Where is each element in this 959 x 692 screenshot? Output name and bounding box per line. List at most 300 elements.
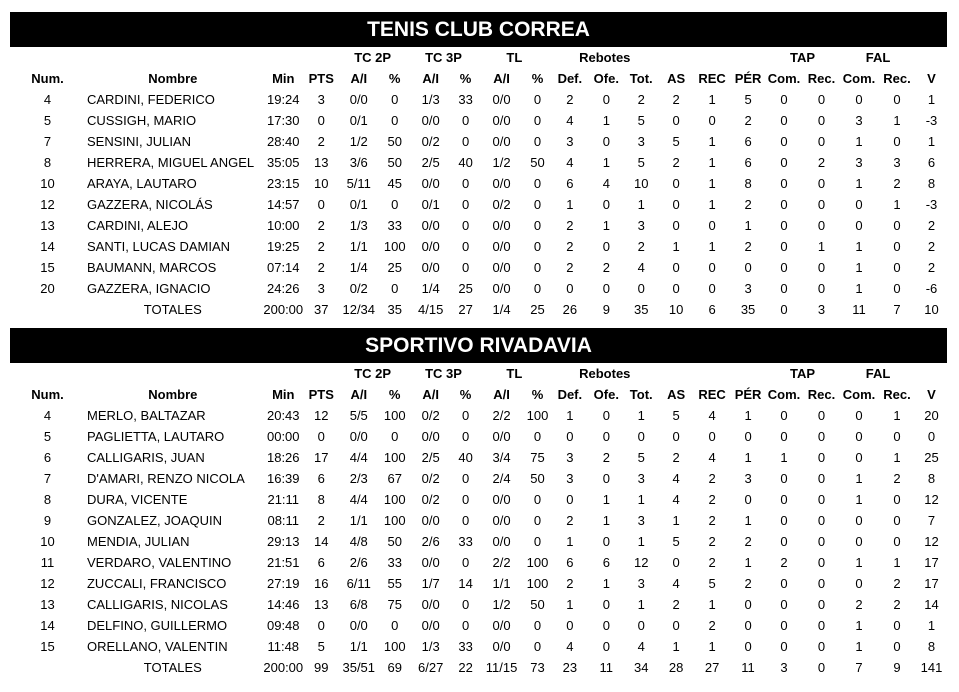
stat-cell: 1/4	[349, 260, 368, 275]
stat-cell: 0	[780, 92, 788, 107]
stat-cell: 8	[744, 176, 752, 191]
stat-cell: 33	[458, 639, 473, 654]
total-cell: 35	[634, 302, 649, 317]
stat-cell: 2	[602, 260, 610, 275]
column-header: Nombre	[148, 71, 198, 86]
stat-cell: 0	[780, 429, 788, 444]
player-name: GAZZERA, NICOLÁS	[86, 197, 213, 212]
stat-cell: 19:24	[266, 92, 300, 107]
stat-cell: 100	[383, 639, 406, 654]
stat-cell: 6	[744, 155, 752, 170]
stat-cell: 50	[387, 155, 402, 170]
stat-cell: 0	[817, 555, 826, 570]
stat-cell: 5	[708, 576, 716, 591]
stat-cell: 0	[566, 618, 574, 633]
stat-cell: 8	[43, 492, 52, 507]
stat-cell: 2	[672, 92, 680, 107]
stat-cell: 0	[893, 134, 901, 149]
stat-cell: 29:13	[266, 534, 300, 549]
stat-cell: 1/2	[492, 155, 511, 170]
stat-cell: 3	[744, 281, 752, 296]
stat-cell: 14	[40, 618, 55, 633]
stat-cell: 0	[855, 534, 863, 549]
stat-cell: 1	[672, 513, 680, 528]
stat-cell: 5	[672, 408, 680, 423]
stat-cell: 0	[533, 134, 542, 149]
group-header-rebotes: Rebotes	[579, 366, 631, 381]
player-name: GONZALEZ, JOAQUIN	[86, 513, 223, 528]
column-header: V	[927, 71, 936, 86]
stat-cell: 3	[566, 134, 574, 149]
stat-cell: 2/3	[349, 471, 368, 486]
stat-cell: 12	[924, 492, 939, 507]
stat-cell: 1/2	[492, 597, 511, 612]
stat-cell: 0	[817, 218, 826, 233]
total-cell: 35/51	[342, 660, 376, 675]
stat-cell: 0/0	[492, 513, 511, 528]
stat-cell: 0/0	[421, 239, 440, 254]
stat-cell: 0	[817, 618, 826, 633]
stat-cell: 3	[855, 155, 863, 170]
stat-cell: 1	[927, 618, 936, 633]
stat-cell: 1	[855, 639, 863, 654]
player-row	[10, 257, 947, 278]
stat-cell: 50	[387, 134, 402, 149]
group-header-fal: FAL	[865, 366, 891, 381]
total-cell: 12/34	[342, 302, 376, 317]
stat-cell: 100	[383, 492, 406, 507]
stat-cell: 0	[817, 260, 826, 275]
stat-cell: 100	[383, 239, 406, 254]
stat-cell: 100	[383, 513, 406, 528]
total-cell: 26	[562, 302, 578, 317]
stat-cell: 11:48	[267, 639, 300, 654]
stat-cell: 0	[317, 113, 325, 128]
stat-cell: 0/0	[492, 639, 511, 654]
column-header: Com.	[842, 387, 876, 402]
column-header: Def.	[557, 387, 583, 402]
stat-cell: 0	[780, 113, 788, 128]
stat-cell: 1/1	[349, 513, 368, 528]
stat-cell: 1	[566, 197, 574, 212]
player-row	[10, 152, 947, 173]
stat-cell: 1	[855, 260, 863, 275]
column-header: %	[531, 71, 544, 86]
stat-cell: 08:11	[267, 513, 300, 528]
stat-cell: 0	[461, 218, 470, 233]
stat-cell: 0/1	[349, 197, 368, 212]
group-header-tc2p: TC 2P	[354, 50, 392, 65]
stat-cell: 12	[314, 408, 329, 423]
stat-cell: 1	[893, 197, 901, 212]
stat-cell: 1	[672, 239, 680, 254]
column-header: A/I	[350, 71, 368, 86]
stat-cell: 50	[530, 597, 545, 612]
stat-cell: 1	[637, 492, 645, 507]
stat-cell: 0	[780, 492, 788, 507]
stat-cell: 24:26	[266, 281, 300, 296]
stat-cell: 8	[317, 492, 325, 507]
stat-cell: 2	[672, 155, 680, 170]
column-header: PTS	[308, 71, 334, 86]
stat-cell: 0	[461, 471, 470, 486]
stat-cell: 3	[855, 113, 863, 128]
player-row	[10, 215, 947, 236]
stats-table	[10, 47, 947, 320]
stat-cell: 20	[924, 408, 939, 423]
stat-cell: 6	[43, 450, 52, 465]
team-title: TENIS CLUB CORREA	[10, 12, 947, 47]
total-cell: 11/15	[485, 660, 518, 675]
stat-cell: 17:30	[266, 113, 300, 128]
team-section-2	[10, 328, 947, 678]
stat-cell: 09:48	[266, 618, 300, 633]
stat-cell: 4	[43, 92, 52, 107]
stat-cell: 3	[637, 134, 645, 149]
column-header: REC	[698, 387, 726, 402]
group-header-blank	[659, 47, 765, 68]
stat-cell: 1/1	[492, 576, 511, 591]
stat-cell: 0	[744, 429, 752, 444]
stat-cell: 10:00	[266, 218, 300, 233]
stat-cell: 1/3	[421, 92, 440, 107]
column-header: Tot.	[629, 387, 653, 402]
stat-cell: 2	[708, 618, 716, 633]
totals-label: TOTALES	[143, 660, 202, 675]
stat-cell: 0	[533, 618, 542, 633]
stat-cell: 0	[744, 618, 752, 633]
player-row	[10, 236, 947, 257]
stat-cell: 0	[533, 429, 542, 444]
stat-cell: 2	[602, 450, 610, 465]
stat-cell: 3	[317, 92, 325, 107]
stat-cell: 5	[637, 155, 645, 170]
column-header: REC	[698, 71, 726, 86]
stat-cell: 33	[387, 555, 402, 570]
stat-cell: 3	[637, 218, 645, 233]
stat-cell: 0	[461, 618, 470, 633]
stat-cell: 0	[817, 513, 826, 528]
stat-cell: 3	[893, 155, 901, 170]
stat-cell: 1	[855, 555, 863, 570]
stat-cell: 5	[744, 92, 752, 107]
stat-cell: 15	[40, 639, 55, 654]
column-header: Rec.	[883, 71, 911, 86]
stat-cell: 1	[566, 408, 574, 423]
stat-cell: 17	[314, 450, 329, 465]
stat-cell: 40	[458, 155, 473, 170]
stat-cell: 67	[387, 471, 402, 486]
total-cell: 6	[708, 302, 716, 317]
stat-cell: 10	[314, 176, 329, 191]
stat-cell: 1	[855, 492, 863, 507]
stat-cell: 0	[893, 218, 901, 233]
stat-cell: 1	[744, 555, 752, 570]
stat-cell: 0	[602, 92, 610, 107]
column-header-row	[10, 68, 947, 89]
stat-cell: 5/5	[349, 408, 368, 423]
stat-cell: 17	[924, 576, 939, 591]
stat-cell: 5	[43, 113, 52, 128]
stat-cell: 0	[461, 429, 470, 444]
column-header: %	[459, 71, 472, 86]
stat-cell: 0	[602, 239, 610, 254]
stat-cell: 1	[927, 134, 936, 149]
stat-cell: 0	[566, 492, 574, 507]
column-header: Num.	[31, 71, 64, 86]
stat-cell: 4	[708, 408, 716, 423]
stat-cell: 1	[817, 239, 826, 254]
stat-cell: 2	[708, 555, 716, 570]
stat-cell: 4	[602, 176, 610, 191]
stat-cell: 0/2	[421, 408, 440, 423]
stat-cell: 0	[817, 597, 826, 612]
stat-cell: 1	[744, 513, 752, 528]
stat-cell: 0/0	[492, 92, 511, 107]
player-row	[10, 110, 947, 131]
stat-cell: 1	[708, 155, 716, 170]
total-cell: 3	[780, 660, 788, 675]
total-cell: 7	[893, 302, 901, 317]
column-header: Ofe.	[593, 387, 619, 402]
stat-cell: 0/0	[421, 618, 440, 633]
stat-cell: 5	[637, 113, 645, 128]
stat-cell: 0	[855, 450, 863, 465]
total-cell: 28	[668, 660, 684, 675]
stat-cell: 0	[602, 597, 610, 612]
total-cell	[10, 657, 85, 678]
stat-cell: 1/7	[421, 576, 440, 591]
stat-cell: 4/8	[349, 534, 368, 549]
stat-cell: 0/0	[349, 618, 368, 633]
total-cell: 7	[855, 660, 863, 675]
player-name: GAZZERA, IGNACIO	[86, 281, 211, 296]
stat-cell: 0	[317, 618, 325, 633]
column-header: A/I	[422, 71, 439, 86]
stat-cell: 0	[817, 113, 826, 128]
stat-cell: 5	[43, 429, 52, 444]
stat-cell: 0	[602, 281, 610, 296]
stat-cell: 0	[461, 113, 470, 128]
stat-cell: 0	[602, 429, 610, 444]
stat-cell: 0/0	[421, 513, 440, 528]
stat-cell: 1/3	[421, 639, 440, 654]
stat-cell: 1	[708, 197, 716, 212]
column-header: Rec.	[807, 71, 836, 86]
stat-cell: 17	[924, 555, 939, 570]
stat-cell: 0	[893, 492, 901, 507]
stat-cell: 0/1	[421, 197, 440, 212]
stat-cell: 0	[566, 281, 574, 296]
stat-cell: 0/0	[492, 260, 511, 275]
stat-cell: 1	[637, 597, 645, 612]
stat-cell: 8	[927, 176, 936, 191]
group-header-tc3p: TC 3P	[425, 50, 462, 65]
stat-cell: 00:00	[266, 429, 300, 444]
stat-cell: 0	[817, 576, 826, 591]
stat-cell: 2/2	[492, 555, 511, 570]
stat-cell: 6/8	[349, 597, 368, 612]
stat-cell: 0/0	[492, 239, 511, 254]
stat-cell: 100	[526, 408, 549, 423]
stat-cell: 0	[602, 134, 610, 149]
total-cell	[10, 299, 85, 320]
stat-cell: 0	[780, 618, 788, 633]
player-name: ORELLANO, VALENTIN	[86, 639, 228, 654]
stat-cell: 0	[744, 492, 752, 507]
stat-cell: 0	[672, 618, 680, 633]
player-row	[10, 173, 947, 194]
stat-cell: 1	[602, 492, 610, 507]
column-header: Def.	[557, 71, 583, 86]
stat-cell: 2	[817, 155, 826, 170]
stat-cell: 0	[533, 639, 542, 654]
stat-cell: 0	[780, 176, 788, 191]
column-header: Num.	[31, 387, 64, 402]
total-cell: 69	[387, 660, 402, 675]
player-row	[10, 573, 947, 594]
stat-cell: 2	[317, 239, 325, 254]
column-header-row	[10, 384, 947, 405]
stat-cell: 0	[708, 113, 716, 128]
stat-cell: 0	[602, 471, 610, 486]
stat-cell: 0/0	[492, 218, 511, 233]
stat-cell: 23:15	[266, 176, 300, 191]
total-cell: 9	[602, 302, 610, 317]
stat-cell: 0	[602, 197, 610, 212]
stat-cell: 3	[637, 513, 645, 528]
player-name: DELFINO, GUILLERMO	[86, 618, 228, 633]
group-header-blank	[916, 47, 947, 68]
player-name: MENDIA, JULIAN	[86, 534, 190, 549]
stat-cell: 2	[855, 597, 863, 612]
stat-cell: 0	[637, 281, 645, 296]
stat-cell: 21:51	[266, 555, 300, 570]
stat-cell: 2	[317, 513, 325, 528]
stat-cell: 2	[566, 92, 574, 107]
column-header: A/I	[422, 387, 439, 402]
stat-cell: 1	[602, 155, 610, 170]
column-header: AS	[667, 71, 686, 86]
stat-cell: 6/11	[346, 576, 371, 591]
player-name: D'AMARI, RENZO NICOLA	[86, 471, 245, 486]
stat-cell: 0/2	[421, 134, 440, 149]
player-name: BAUMANN, MARCOS	[86, 260, 217, 275]
stat-cell: 4	[566, 155, 574, 170]
stat-cell: 14	[924, 597, 939, 612]
stat-cell: 0/0	[421, 597, 440, 612]
column-header: %	[459, 387, 472, 402]
stat-cell: 10	[40, 176, 55, 191]
stat-cell: 55	[387, 576, 402, 591]
stat-cell: 8	[927, 471, 936, 486]
stat-cell: 27:19	[266, 576, 300, 591]
column-header: Min	[272, 71, 295, 86]
stat-cell: 3	[566, 471, 574, 486]
stat-cell: 0	[780, 639, 788, 654]
stat-cell: 100	[526, 576, 549, 591]
stat-cell: 4	[672, 576, 680, 591]
column-header: A/I	[493, 71, 510, 86]
player-row	[10, 552, 947, 573]
stat-cell: 1	[637, 197, 645, 212]
stat-cell: 1	[566, 597, 574, 612]
stat-cell: 0	[533, 534, 542, 549]
stat-cell: 0/0	[421, 260, 440, 275]
stat-cell: 2/6	[349, 555, 368, 570]
total-cell: 35	[387, 302, 402, 317]
stat-cell: 50	[530, 155, 545, 170]
stat-cell: 0	[602, 639, 610, 654]
stat-cell: 0	[602, 618, 610, 633]
stat-cell: 4/4	[349, 492, 368, 507]
column-header: V	[927, 387, 936, 402]
stat-cell: 0	[855, 429, 863, 444]
stat-cell: 4	[708, 450, 716, 465]
stat-cell: 5	[672, 534, 680, 549]
stat-cell: 15	[40, 260, 55, 275]
group-header-blank	[10, 363, 337, 384]
stat-cell: 2/5	[421, 155, 440, 170]
stat-cell: 2	[566, 239, 574, 254]
stat-cell: 0	[927, 429, 936, 444]
stat-cell: 6	[317, 555, 325, 570]
stat-cell: 1	[855, 471, 863, 486]
stat-cell: 0	[391, 92, 399, 107]
stat-cell: 12	[40, 197, 55, 212]
stat-cell: 4	[637, 260, 645, 275]
stat-cell: 2/4	[492, 471, 511, 486]
stat-cell: 0	[672, 197, 680, 212]
stat-cell: 1	[602, 113, 610, 128]
stat-cell: 50	[387, 534, 402, 549]
stat-cell: 1	[744, 408, 752, 423]
player-name: DURA, VICENTE	[86, 492, 188, 507]
player-row	[10, 426, 947, 447]
stat-cell: 2	[744, 113, 752, 128]
group-header-tc2p: TC 2P	[354, 366, 392, 381]
stat-cell: 1	[893, 450, 901, 465]
stat-cell: 0/1	[349, 113, 368, 128]
stat-cell: 0/0	[492, 429, 511, 444]
stat-cell: 12	[924, 534, 939, 549]
total-cell: 27	[458, 302, 473, 317]
stat-cell: 2	[744, 239, 752, 254]
stat-cell: 0	[817, 281, 826, 296]
stat-cell: 100	[383, 408, 406, 423]
stat-cell: 0	[533, 239, 542, 254]
stat-cell: 07:14	[266, 260, 300, 275]
stat-cell: 6	[566, 555, 574, 570]
stat-cell: 2	[566, 260, 574, 275]
player-name: PAGLIETTA, LAUTARO	[86, 429, 225, 444]
column-header: PTS	[308, 387, 334, 402]
stat-cell: 1	[855, 134, 863, 149]
team-section-1	[10, 12, 947, 320]
player-row	[10, 468, 947, 489]
stat-cell: 0	[461, 260, 470, 275]
group-header-tc3p: TC 3P	[425, 366, 462, 381]
player-row	[10, 89, 947, 110]
stat-cell: 2	[672, 597, 680, 612]
stat-cell: 0/0	[421, 113, 440, 128]
column-header: Com.	[767, 387, 801, 402]
group-header-rebotes: Rebotes	[579, 50, 631, 65]
stat-cell: 0/0	[492, 176, 511, 191]
stat-cell: 4	[566, 639, 574, 654]
stat-cell: 13	[40, 218, 55, 233]
stat-cell: 1/4	[421, 281, 440, 296]
